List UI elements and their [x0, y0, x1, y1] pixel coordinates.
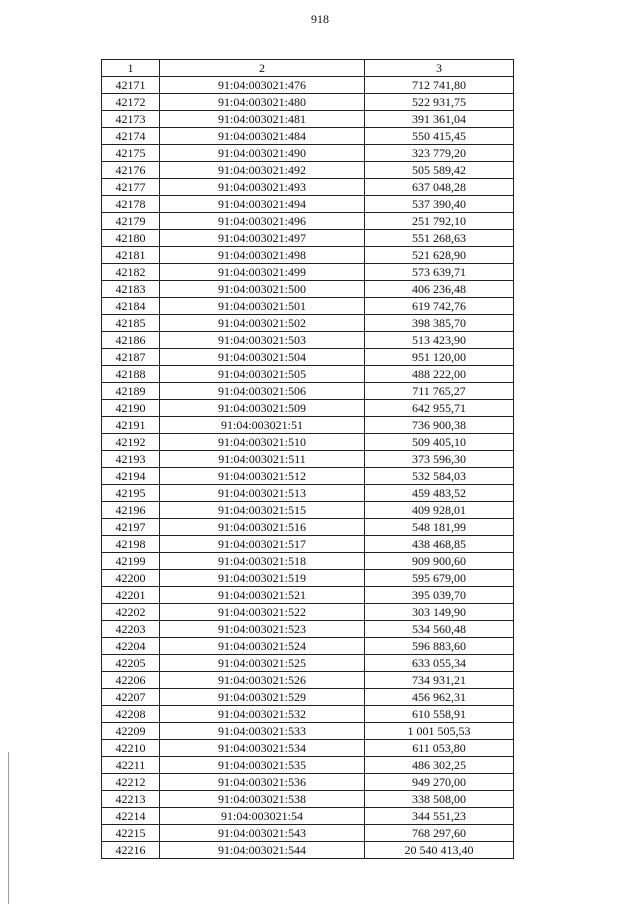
cadastral-value: 768 297,60	[365, 825, 514, 842]
cadastral-number: 91:04:003021:521	[160, 587, 365, 604]
table-row	[102, 808, 514, 825]
row-number: 42181	[102, 247, 160, 264]
row-number: 42205	[102, 655, 160, 672]
cadastral-value: 323 779,20	[365, 145, 514, 162]
cadastral-number: 91:04:003021:492	[160, 162, 365, 179]
cadastral-value: 537 390,40	[365, 196, 514, 213]
table-row	[102, 383, 514, 400]
table-row	[102, 655, 514, 672]
row-number: 42202	[102, 604, 160, 621]
row-number: 42200	[102, 570, 160, 587]
table-row	[102, 774, 514, 791]
cadastral-value: 391 361,04	[365, 111, 514, 128]
row-number: 42180	[102, 230, 160, 247]
cadastral-number: 91:04:003021:481	[160, 111, 365, 128]
cadastral-number: 91:04:003021:513	[160, 485, 365, 502]
table-row	[102, 298, 514, 315]
cadastral-number: 91:04:003021:490	[160, 145, 365, 162]
table-row	[102, 689, 514, 706]
table-row	[102, 179, 514, 196]
cadastral-number: 91:04:003021:496	[160, 213, 365, 230]
cadastral-number: 91:04:003021:543	[160, 825, 365, 842]
cadastral-value: 611 053,80	[365, 740, 514, 757]
cadastral-number: 91:04:003021:533	[160, 723, 365, 740]
row-number: 42208	[102, 706, 160, 723]
table-row	[102, 553, 514, 570]
row-number: 42189	[102, 383, 160, 400]
row-number: 42173	[102, 111, 160, 128]
row-number: 42209	[102, 723, 160, 740]
row-number: 42206	[102, 672, 160, 689]
table-row	[102, 366, 514, 383]
cadastral-value: 548 181,99	[365, 519, 514, 536]
cadastral-value: 459 483,52	[365, 485, 514, 502]
column-header-1: 1	[102, 60, 160, 77]
row-number: 42171	[102, 77, 160, 94]
table-row	[102, 434, 514, 451]
cadastral-number: 91:04:003021:480	[160, 94, 365, 111]
cadastral-value: 711 765,27	[365, 383, 514, 400]
row-number: 42201	[102, 587, 160, 604]
row-number: 42212	[102, 774, 160, 791]
row-number: 42190	[102, 400, 160, 417]
cadastral-number: 91:04:003021:518	[160, 553, 365, 570]
table-row	[102, 196, 514, 213]
cadastral-number: 91:04:003021:510	[160, 434, 365, 451]
cadastral-value: 251 792,10	[365, 213, 514, 230]
cadastral-value: 534 560,48	[365, 621, 514, 638]
cadastral-number: 91:04:003021:522	[160, 604, 365, 621]
cadastral-value: 438 468,85	[365, 536, 514, 553]
cadastral-value: 712 741,80	[365, 77, 514, 94]
cadastral-number: 91:04:003021:504	[160, 349, 365, 366]
table-row	[102, 400, 514, 417]
cadastral-number: 91:04:003021:536	[160, 774, 365, 791]
table-row	[102, 315, 514, 332]
cadastral-value: 551 268,63	[365, 230, 514, 247]
row-number: 42183	[102, 281, 160, 298]
table-body	[102, 77, 514, 859]
table-row	[102, 638, 514, 655]
row-number: 42198	[102, 536, 160, 553]
cadastral-number: 91:04:003021:54	[160, 808, 365, 825]
table-row	[102, 570, 514, 587]
cadastral-number: 91:04:003021:538	[160, 791, 365, 808]
table-row	[102, 587, 514, 604]
cadastral-value-table	[101, 59, 514, 859]
table-row	[102, 77, 514, 94]
table-row	[102, 162, 514, 179]
cadastral-number: 91:04:003021:516	[160, 519, 365, 536]
row-number: 42204	[102, 638, 160, 655]
row-number: 42172	[102, 94, 160, 111]
cadastral-number: 91:04:003021:525	[160, 655, 365, 672]
row-number: 42197	[102, 519, 160, 536]
cadastral-value: 573 639,71	[365, 264, 514, 281]
cadastral-value: 1 001 505,53	[365, 723, 514, 740]
table-row	[102, 723, 514, 740]
cadastral-number: 91:04:003021:534	[160, 740, 365, 757]
cadastral-number: 91:04:003021:509	[160, 400, 365, 417]
row-number: 42177	[102, 179, 160, 196]
cadastral-value: 505 589,42	[365, 162, 514, 179]
cadastral-value: 486 302,25	[365, 757, 514, 774]
table-row	[102, 94, 514, 111]
table-row	[102, 672, 514, 689]
cadastral-number: 91:04:003021:505	[160, 366, 365, 383]
row-number: 42213	[102, 791, 160, 808]
row-number: 42203	[102, 621, 160, 638]
column-header-3: 3	[365, 60, 514, 77]
table-row	[102, 145, 514, 162]
table-row	[102, 349, 514, 366]
cadastral-number: 91:04:003021:511	[160, 451, 365, 468]
cadastral-value: 509 405,10	[365, 434, 514, 451]
cadastral-number: 91:04:003021:524	[160, 638, 365, 655]
cadastral-value: 595 679,00	[365, 570, 514, 587]
table-row	[102, 213, 514, 230]
row-number: 42187	[102, 349, 160, 366]
table-row	[102, 757, 514, 774]
table-row	[102, 417, 514, 434]
column-header-2: 2	[160, 60, 365, 77]
row-number: 42174	[102, 128, 160, 145]
cadastral-number: 91:04:003021:500	[160, 281, 365, 298]
table-row	[102, 281, 514, 298]
row-number: 42182	[102, 264, 160, 281]
row-number: 42196	[102, 502, 160, 519]
cadastral-value: 20 540 413,40	[365, 842, 514, 859]
cadastral-value: 395 039,70	[365, 587, 514, 604]
row-number: 42216	[102, 842, 160, 859]
cadastral-value: 596 883,60	[365, 638, 514, 655]
cadastral-number: 91:04:003021:51	[160, 417, 365, 434]
row-number: 42184	[102, 298, 160, 315]
cadastral-number: 91:04:003021:535	[160, 757, 365, 774]
cadastral-number: 91:04:003021:515	[160, 502, 365, 519]
cadastral-value: 398 385,70	[365, 315, 514, 332]
cadastral-value: 373 596,30	[365, 451, 514, 468]
row-number: 42176	[102, 162, 160, 179]
cadastral-number: 91:04:003021:544	[160, 842, 365, 859]
cadastral-number: 91:04:003021:498	[160, 247, 365, 264]
table-row	[102, 825, 514, 842]
table-row	[102, 740, 514, 757]
cadastral-number: 91:04:003021:476	[160, 77, 365, 94]
cadastral-value: 610 558,91	[365, 706, 514, 723]
row-number: 42214	[102, 808, 160, 825]
row-number: 42199	[102, 553, 160, 570]
row-number: 42192	[102, 434, 160, 451]
row-number: 42185	[102, 315, 160, 332]
table-row	[102, 621, 514, 638]
cadastral-value: 909 900,60	[365, 553, 514, 570]
row-number: 42195	[102, 485, 160, 502]
cadastral-number: 91:04:003021:499	[160, 264, 365, 281]
page-number: 918	[311, 12, 329, 26]
table-row	[102, 842, 514, 859]
table-row	[102, 706, 514, 723]
cadastral-number: 91:04:003021:502	[160, 315, 365, 332]
row-number: 42210	[102, 740, 160, 757]
header-row	[102, 60, 514, 77]
cadastral-number: 91:04:003021:503	[160, 332, 365, 349]
table-row	[102, 247, 514, 264]
cadastral-value: 456 962,31	[365, 689, 514, 706]
cadastral-value: 736 900,38	[365, 417, 514, 434]
row-number: 42207	[102, 689, 160, 706]
cadastral-value: 513 423,90	[365, 332, 514, 349]
table-row	[102, 111, 514, 128]
table-row	[102, 485, 514, 502]
table-row	[102, 332, 514, 349]
cadastral-value: 338 508,00	[365, 791, 514, 808]
row-number: 42191	[102, 417, 160, 434]
row-number: 42179	[102, 213, 160, 230]
cadastral-number: 91:04:003021:497	[160, 230, 365, 247]
cadastral-number: 91:04:003021:523	[160, 621, 365, 638]
cadastral-number: 91:04:003021:532	[160, 706, 365, 723]
table-row	[102, 519, 514, 536]
cadastral-value: 409 928,01	[365, 502, 514, 519]
row-number: 42215	[102, 825, 160, 842]
cadastral-value: 303 149,90	[365, 604, 514, 621]
cadastral-number: 91:04:003021:506	[160, 383, 365, 400]
cadastral-number: 91:04:003021:517	[160, 536, 365, 553]
cadastral-value: 642 955,71	[365, 400, 514, 417]
cadastral-value: 550 415,45	[365, 128, 514, 145]
row-number: 42188	[102, 366, 160, 383]
cadastral-value: 734 931,21	[365, 672, 514, 689]
table-row	[102, 604, 514, 621]
row-number: 42186	[102, 332, 160, 349]
row-number: 42211	[102, 757, 160, 774]
cadastral-number: 91:04:003021:501	[160, 298, 365, 315]
cadastral-value: 951 120,00	[365, 349, 514, 366]
cadastral-number: 91:04:003021:493	[160, 179, 365, 196]
table-row	[102, 791, 514, 808]
cadastral-value: 344 551,23	[365, 808, 514, 825]
table-row	[102, 536, 514, 553]
table-header	[102, 60, 514, 77]
cadastral-number: 91:04:003021:526	[160, 672, 365, 689]
cadastral-value: 522 931,75	[365, 94, 514, 111]
cadastral-value: 637 048,28	[365, 179, 514, 196]
cadastral-number: 91:04:003021:519	[160, 570, 365, 587]
table-row	[102, 230, 514, 247]
row-number: 42194	[102, 468, 160, 485]
cadastral-number: 91:04:003021:484	[160, 128, 365, 145]
cadastral-value: 488 222,00	[365, 366, 514, 383]
table-row	[102, 264, 514, 281]
cadastral-number: 91:04:003021:529	[160, 689, 365, 706]
cadastral-value: 406 236,48	[365, 281, 514, 298]
cadastral-value: 949 270,00	[365, 774, 514, 791]
cadastral-value: 521 628,90	[365, 247, 514, 264]
row-number: 42178	[102, 196, 160, 213]
row-number: 42193	[102, 451, 160, 468]
margin-line	[8, 752, 9, 904]
cadastral-value: 532 584,03	[365, 468, 514, 485]
row-number: 42175	[102, 145, 160, 162]
table-row	[102, 468, 514, 485]
cadastral-number: 91:04:003021:512	[160, 468, 365, 485]
cadastral-number: 91:04:003021:494	[160, 196, 365, 213]
table-row	[102, 502, 514, 519]
cadastral-value: 619 742,76	[365, 298, 514, 315]
cadastral-value: 633 055,34	[365, 655, 514, 672]
table-row	[102, 451, 514, 468]
table-row	[102, 128, 514, 145]
